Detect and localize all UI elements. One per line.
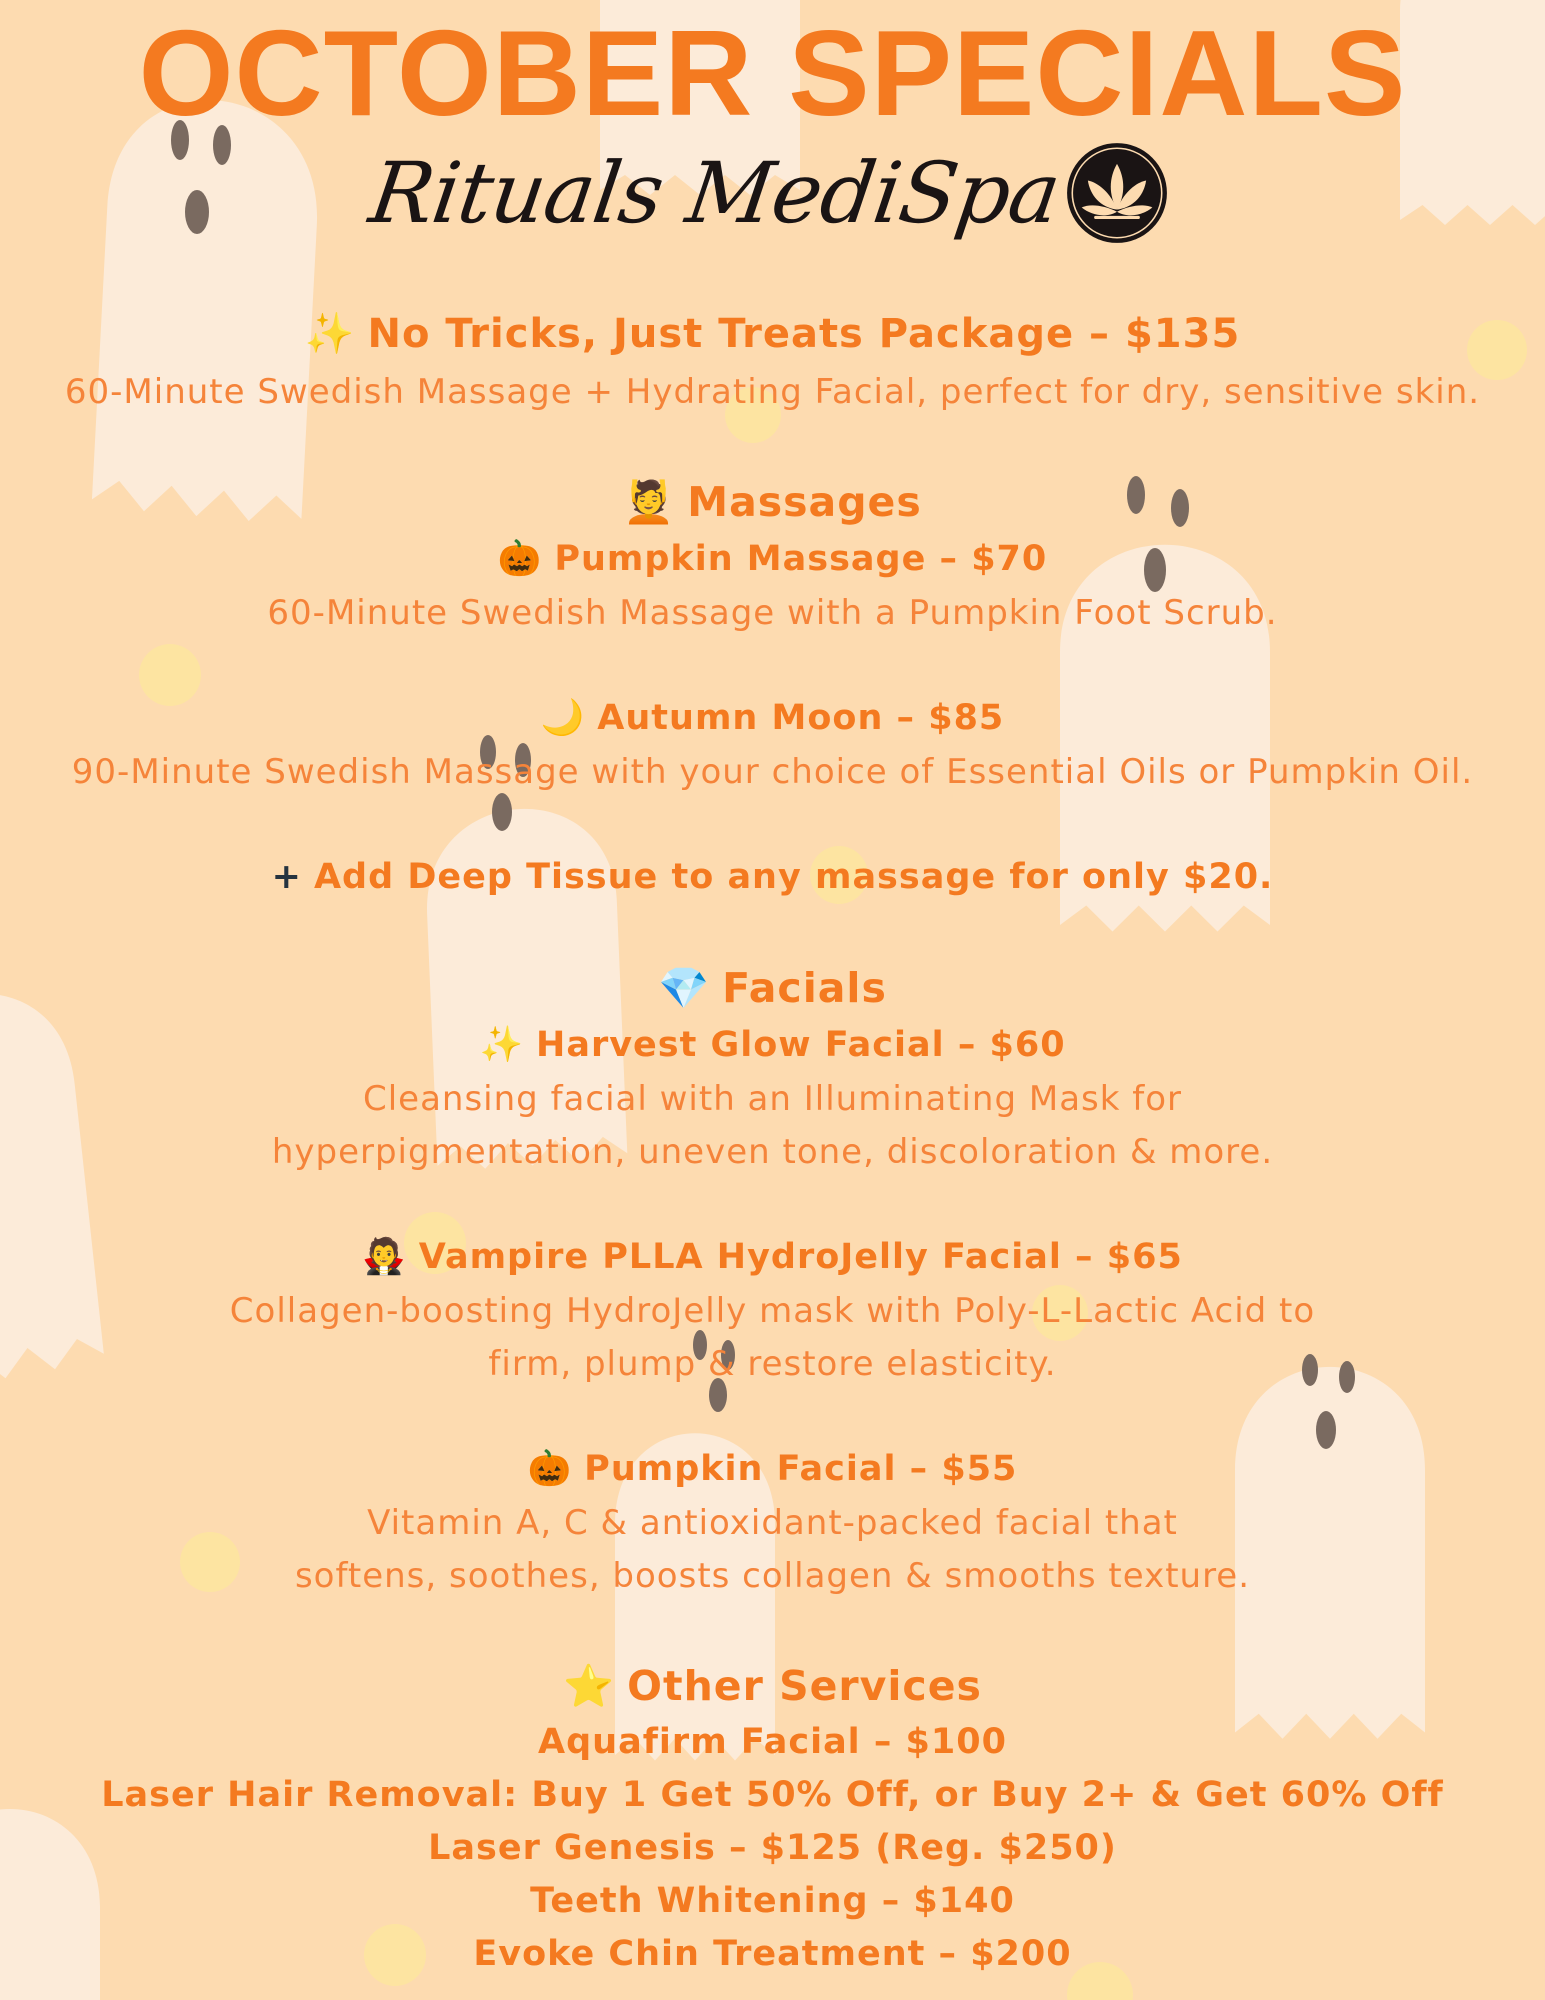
sparkles-icon: ✨ <box>304 311 356 357</box>
facial-item-description-line: Collagen-boosting HydroJelly mask with Poly-L-Lactic Acid to <box>229 1291 1316 1331</box>
massage-item-description: 60-Minute Swedish Massage with a Pumpkin Foot Scrub. <box>267 593 1278 633</box>
massages-heading-line <box>0 478 1545 527</box>
facial-item-description-line: softens, soothes, boosts collagen & smooths texture. <box>294 1556 1251 1596</box>
other-service-item: Aquafirm Facial – $100 <box>538 1722 1007 1762</box>
other-services-heading-line <box>0 1662 1545 1711</box>
brand-logo-block <box>364 128 1150 258</box>
page-title: OCTOBER SPECIALS <box>138 5 1407 141</box>
pumpkin-icon: 🎃 <box>527 1449 573 1489</box>
gem-icon: 💎 <box>658 964 711 1012</box>
massage-addon-line <box>0 857 1545 897</box>
other-service-item: Laser Hair Removal: Buy 1 Get 50% Off, or Buy 2+ & Get 60% Off <box>101 1775 1444 1815</box>
other-services-heading: Other Services <box>627 1662 982 1710</box>
star-icon: ⭐ <box>563 1662 616 1710</box>
facial-item-description-line: firm, plump & restore elasticity. <box>488 1344 1057 1384</box>
massages-heading: Massages <box>687 478 922 526</box>
facial-item-title: Pumpkin Facial – $55 <box>584 1449 1018 1489</box>
facial-item-title-line <box>0 1236 1545 1277</box>
package-description: 60-Minute Swedish Massage + Hydrating Facial, perfect for dry, sensitive skin. <box>64 372 1481 412</box>
package-title: No Tricks, Just Treats Package – $135 <box>367 311 1241 357</box>
facials-heading-line <box>0 964 1545 1013</box>
facial-item-title-line <box>0 1448 1545 1489</box>
sparkles-icon: ✨ <box>479 1025 525 1065</box>
massage-icon: 💆 <box>623 478 676 526</box>
pumpkin-icon: 🎃 <box>497 539 543 579</box>
massage-item-title-line <box>0 697 1545 738</box>
plus-icon: + <box>271 857 302 897</box>
facial-item-title: Vampire PLLA HydroJelly Facial – $65 <box>418 1237 1183 1277</box>
facial-item-description-line: Vitamin A, C & antioxidant-packed facial that <box>367 1503 1178 1543</box>
package-title-line <box>0 310 1545 357</box>
lotus-icon <box>1065 141 1169 245</box>
moon-icon: 🌙 <box>540 698 586 738</box>
other-service-item: Teeth Whitening – $140 <box>530 1881 1015 1921</box>
massage-item-description: 90-Minute Swedish Massage with your choice of Essential Oils or Pumpkin Oil. <box>71 752 1474 792</box>
other-service-item: Laser Genesis – $125 (Reg. $250) <box>428 1828 1117 1868</box>
brand-name: Rituals MediSpa <box>364 144 1066 242</box>
facial-item-description-line: Cleansing facial with an Illuminating Mask for <box>362 1079 1183 1119</box>
vampire-icon: 🧛 <box>362 1237 407 1277</box>
facial-item-title-line <box>0 1024 1545 1065</box>
facial-item-description-line: hyperpigmentation, uneven tone, discoloration & more. <box>271 1132 1274 1172</box>
facials-heading: Facials <box>722 964 887 1012</box>
other-service-item: Evoke Chin Treatment – $200 <box>473 1934 1072 1974</box>
facial-item-title: Harvest Glow Facial – $60 <box>536 1025 1066 1065</box>
massage-item-title: Pumpkin Massage – $70 <box>554 539 1048 579</box>
massage-addon: Add Deep Tissue to any massage for only $20. <box>313 857 1274 897</box>
massage-item-title: Autumn Moon – $85 <box>597 698 1005 738</box>
massage-item-title-line <box>0 538 1545 579</box>
